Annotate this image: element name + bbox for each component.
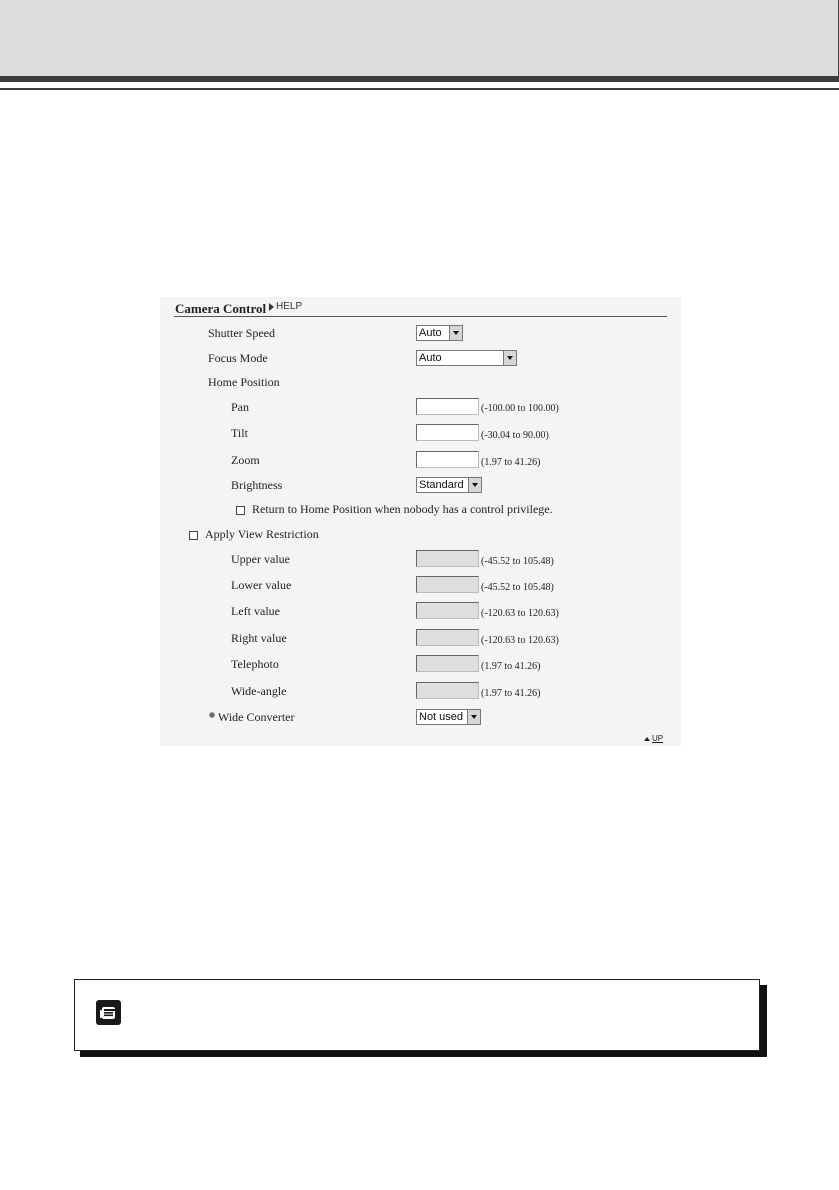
help-link[interactable] <box>269 301 302 312</box>
wide-angle-input[interactable] <box>416 682 479 699</box>
chevron-down-icon <box>503 351 516 365</box>
zoom-input[interactable] <box>416 451 479 468</box>
brightness-label: Brightness <box>231 478 283 492</box>
shutter-speed-label: Shutter Speed <box>208 326 275 340</box>
telephoto-input[interactable] <box>416 655 479 672</box>
upper-value-range: (-45.52 to 105.48) <box>481 556 554 567</box>
zoom-label: Zoom <box>231 453 260 467</box>
lower-value-input[interactable] <box>416 576 479 593</box>
brightness-value: Standard <box>419 479 464 491</box>
help-label: HELP <box>276 301 303 312</box>
return-home-label: Return to Home Position when nobody has a control privilege. <box>252 502 553 516</box>
shutter-speed-value: Auto <box>419 327 442 339</box>
tilt-input[interactable] <box>416 424 479 441</box>
shutter-speed-select[interactable] <box>416 325 463 341</box>
camera-control-panel <box>160 297 681 746</box>
pan-input[interactable] <box>416 398 479 415</box>
panel-title: Camera Control <box>175 301 267 316</box>
telephoto-label: Telephoto <box>231 657 279 671</box>
chevron-down-icon <box>467 710 480 724</box>
chevron-down-icon <box>468 478 481 492</box>
wide-angle-label: Wide-angle <box>231 684 287 698</box>
lower-value-range: (-45.52 to 105.48) <box>481 582 554 593</box>
left-value-input[interactable] <box>416 602 479 619</box>
wide-converter-value: Not used <box>419 711 464 723</box>
upper-value-label: Upper value <box>231 552 290 566</box>
pan-label: Pan <box>231 400 249 414</box>
pan-range: (-100.00 to 100.00) <box>481 403 559 414</box>
pointing-hand-icon <box>96 1000 121 1025</box>
wide-converter-select[interactable] <box>416 709 481 725</box>
panel-title-rule <box>174 316 667 317</box>
note-box <box>74 979 760 1051</box>
view-restriction-checkbox[interactable] <box>189 531 198 540</box>
return-home-checkbox[interactable] <box>236 506 245 515</box>
focus-mode-select[interactable] <box>416 350 517 366</box>
up-label: UP <box>652 734 664 743</box>
chevron-down-icon <box>449 326 462 340</box>
tilt-label: Tilt <box>231 426 248 440</box>
right-value-range: (-120.63 to 120.63) <box>481 635 559 646</box>
header-rule-thick <box>0 76 839 82</box>
left-value-range: (-120.63 to 120.63) <box>481 608 559 619</box>
wide-angle-range: (1.97 to 41.26) <box>481 688 541 699</box>
view-restriction-label: Apply View Restriction <box>205 527 319 541</box>
left-value-label: Left value <box>231 604 280 618</box>
upper-value-input[interactable] <box>416 550 479 567</box>
wide-converter-label: Wide Converter <box>218 710 295 724</box>
zoom-range: (1.97 to 41.26) <box>481 457 541 468</box>
triangle-right-icon <box>269 303 274 311</box>
right-value-input[interactable] <box>416 629 479 646</box>
focus-mode-value: Auto <box>419 352 442 364</box>
page-header-band <box>0 0 839 76</box>
header-rule-thin <box>0 88 839 90</box>
telephoto-range: (1.97 to 41.26) <box>481 661 541 672</box>
triangle-up-icon <box>644 737 650 741</box>
lower-value-label: Lower value <box>231 578 292 592</box>
right-value-label: Right value <box>231 631 287 645</box>
tilt-range: (-30.04 to 90.00) <box>481 430 549 441</box>
brightness-select[interactable] <box>416 477 482 493</box>
home-position-label: Home Position <box>208 375 280 389</box>
bullet-icon <box>209 712 215 718</box>
focus-mode-label: Focus Mode <box>208 351 268 365</box>
up-link[interactable] <box>644 734 663 743</box>
